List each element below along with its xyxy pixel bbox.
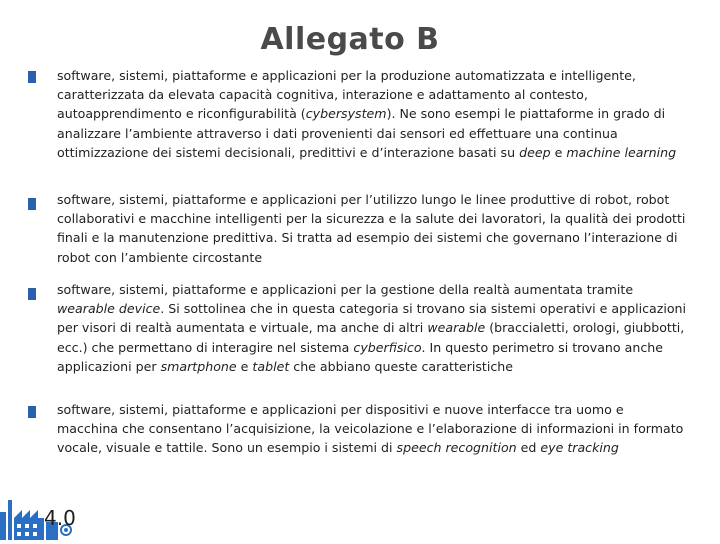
item-text: (braccialetti, orologi, giubbotti, ecc.) che permettano di interagire nel sistema (57, 320, 685, 355)
list-item (57, 66, 687, 162)
industry-logo (0, 492, 80, 540)
item-text: ed (516, 440, 541, 456)
item-text: e (236, 358, 253, 374)
bullet-marker (28, 198, 36, 210)
list-item (57, 190, 687, 267)
bullet-marker (28, 71, 36, 83)
italic-term: deep (519, 144, 551, 160)
item-text: software, sistemi, piattaforme e applicazioni per dispositivi e nuove interfacce tra uomo e macchina che consentano l’acquisizione, la veicolazione e l’elaborazione di informazioni in formato vocale, visuale e tattile. Sono un esempio i sistemi di (57, 402, 684, 456)
list-item (57, 280, 687, 376)
italic-term: wearable (427, 320, 486, 336)
page-title: Allegato B (260, 22, 440, 57)
italic-term: wearable device (57, 301, 161, 317)
italic-term: cyberfisico (353, 339, 422, 355)
italic-term: cybersystem (305, 106, 387, 122)
italic-term: speech recognition (396, 440, 517, 456)
italic-term: machine learning (566, 144, 677, 160)
item-text: che abbiano queste caratteristiche (289, 358, 514, 374)
italic-term: tablet (252, 358, 290, 374)
bullet-marker (28, 288, 36, 300)
italic-term: smartphone (160, 358, 237, 374)
item-text: . Si sottolinea che in questa categoria si trovano sia sistemi operativi e applicazioni per visori di realtà aumentata e virtuale, ma anche di altri (57, 301, 687, 336)
item-text: e (550, 144, 567, 160)
item-text: software, sistemi, piattaforme e applicazioni per la produzione automatizzata e intelligente, caratterizzata da elevata capacità cognitiva, interazione e adattamento al contesto, autoapprendimento e riconfigurabilità ( (57, 68, 636, 122)
italic-term: eye tracking (540, 440, 619, 456)
list-item (57, 400, 687, 458)
item-text: software, sistemi, piattaforme e applicazioni per l’utilizzo lungo le linee produttive di robot, robot collaborativi e macchine intelligenti per la sicurezza e la salute dei lavoratori, la qualità dei prodotti finali e la manutenzione predittiva. Si tratta ad esempio dei sistemi che governano l’interazione di robot con l’ambiente circostante (57, 192, 686, 265)
item-text: software, sistemi, piattaforme e applicazioni per la gestione della realtà aumentata tramite (57, 282, 634, 297)
bullet-marker (28, 406, 36, 418)
item-text: . In questo perimetro si trovano anche applicazioni per (57, 339, 663, 374)
logo-label: 4.0 (44, 506, 76, 530)
item-text: ). Ne sono esempi le piattaforme in grado di analizzare l’ambiente attraverso i dati provenienti dai sensori ed effettuare una continua ottimizzazione dei sistemi decisionali, predittivi e d’interazione basati su (57, 106, 666, 160)
